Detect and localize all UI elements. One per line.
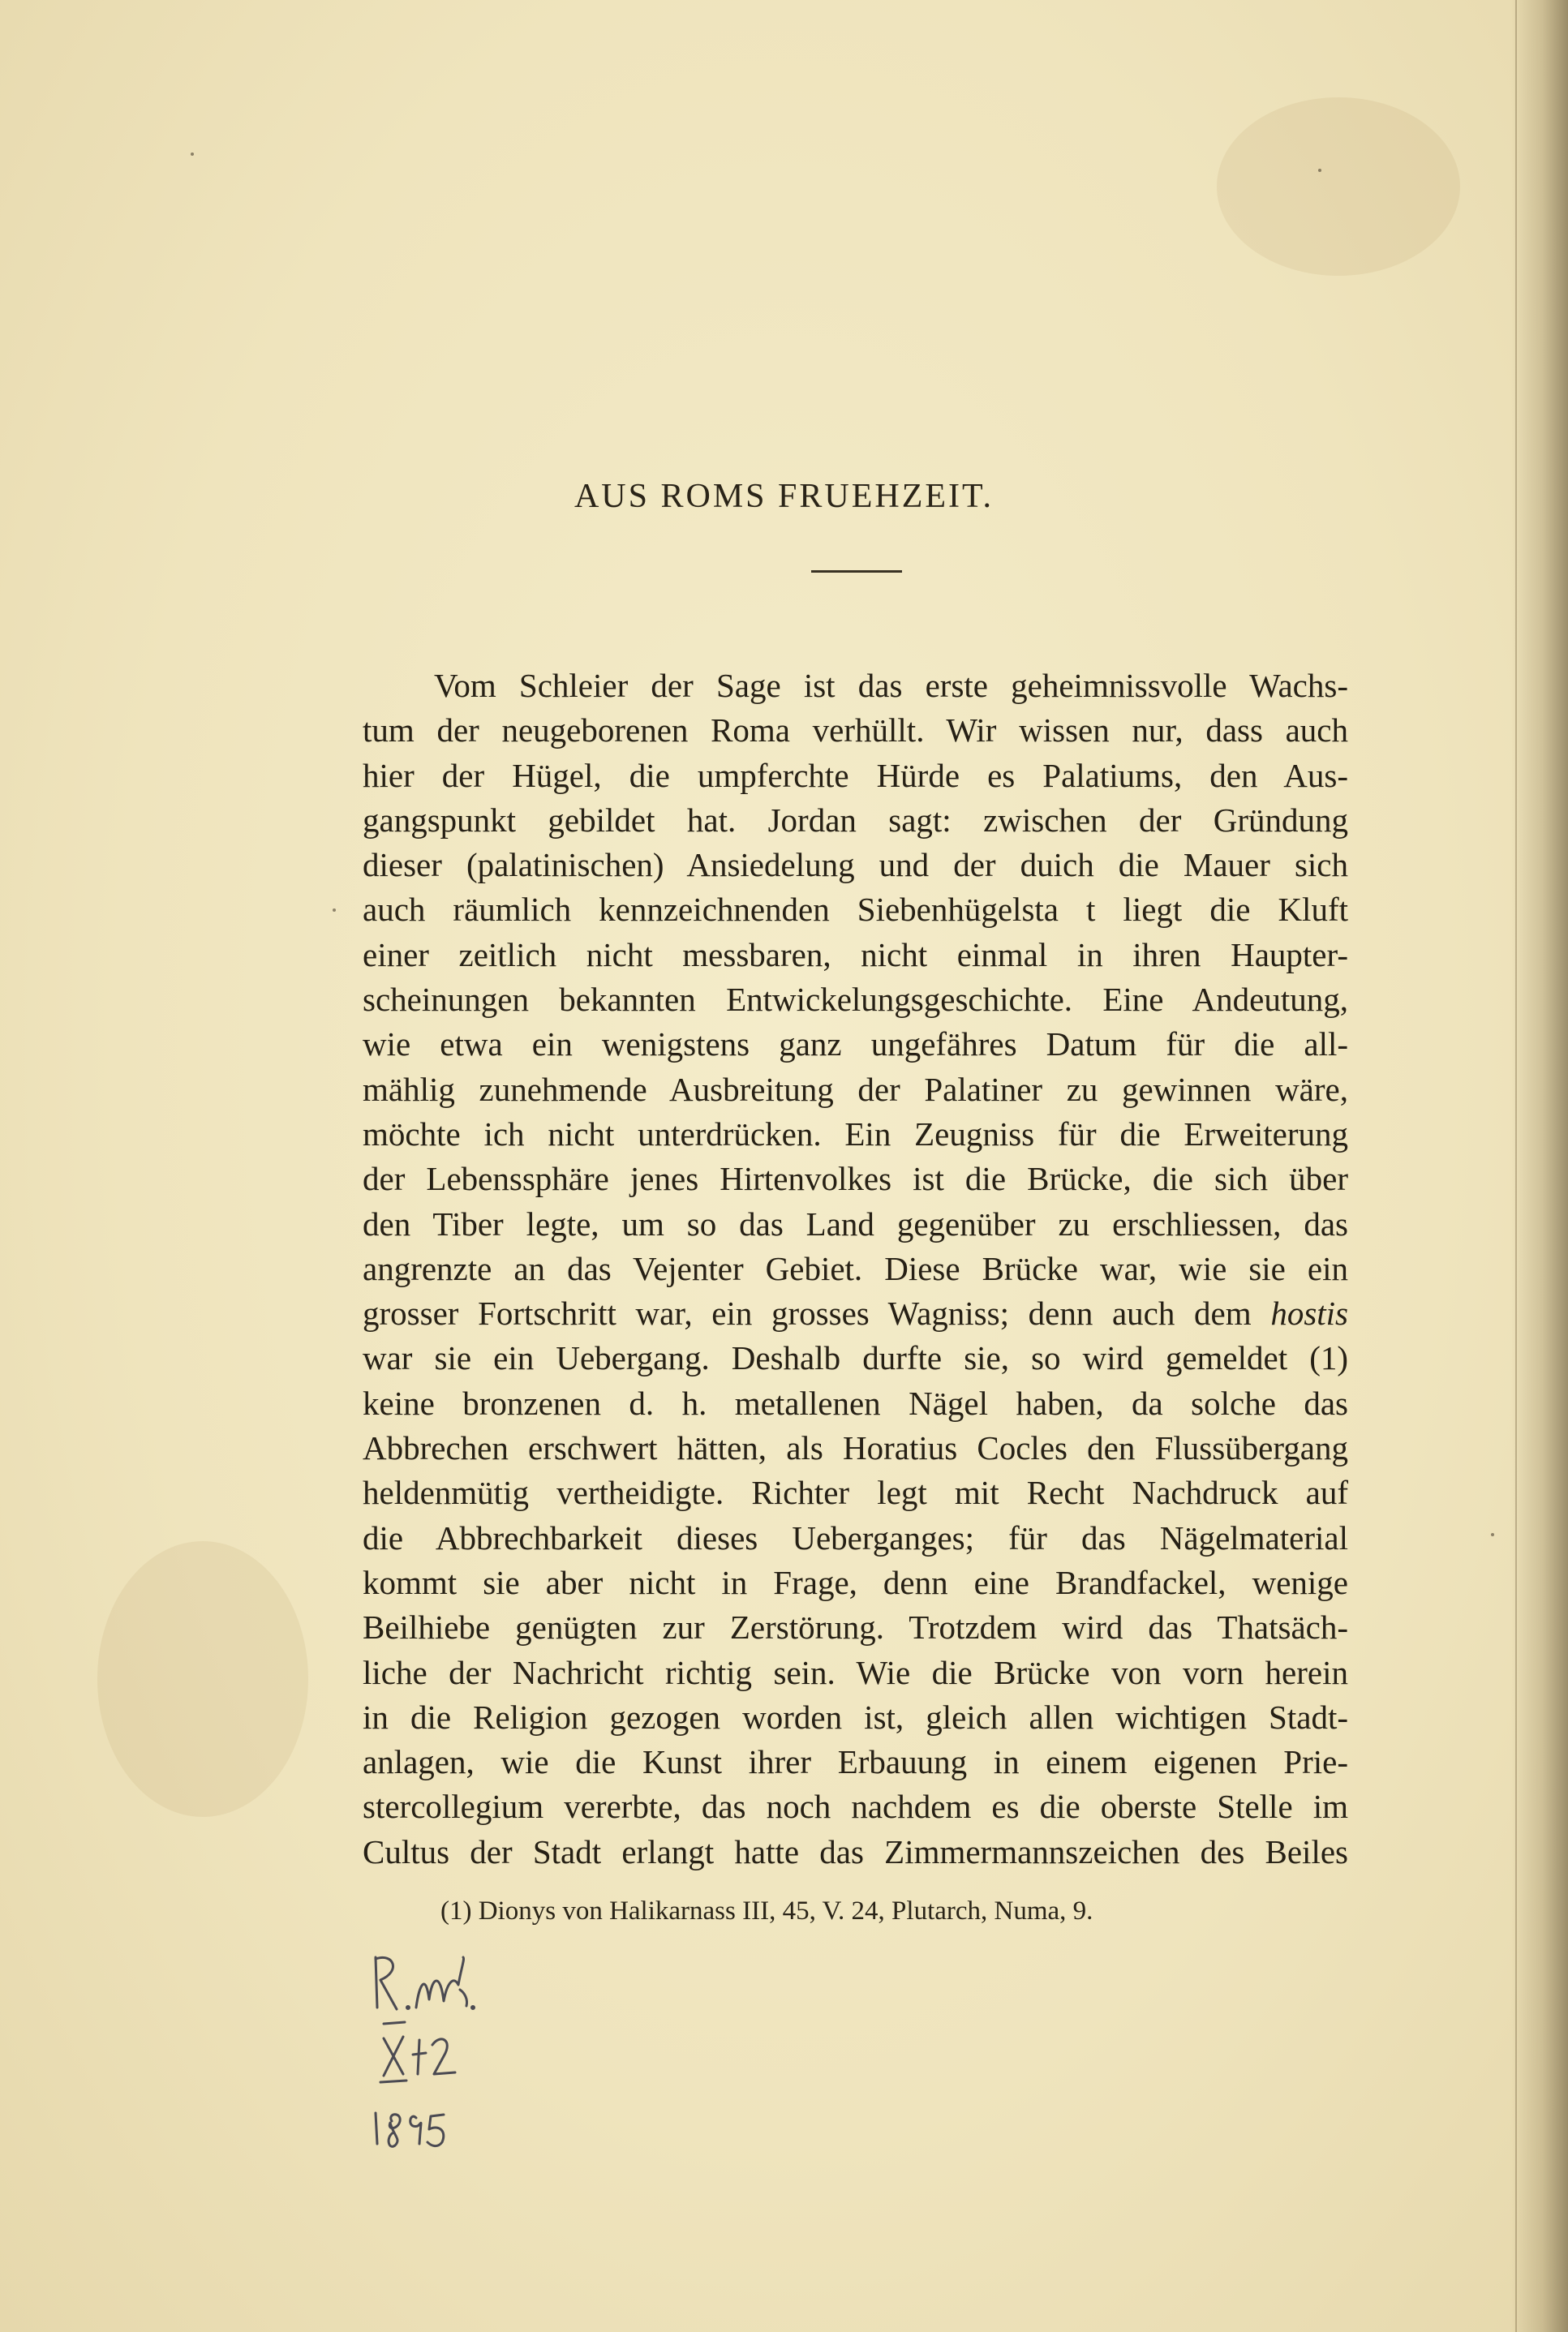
text-line-with-italic	[363, 1291, 1348, 1336]
ink-speck	[333, 908, 336, 912]
text-line-part: grosser Fortschritt war, ein grosses Wagniss; denn auch dem	[363, 1295, 1252, 1333]
text-line: Vom Schleier der Sage ist das erste geheimnissvolle Wachs-	[434, 667, 1348, 704]
text-line: der Lebenssphäre jenes Hirtenvolkes ist die Brücke, die sich über	[363, 1160, 1348, 1198]
text-line: scheinungen bekannten Entwickelungsgeschichte. Eine Andeutung,	[363, 981, 1348, 1019]
text-line: angrenzte an das Vejenter Gebiet. Diese Brücke war, wie sie ein	[363, 1249, 1348, 1287]
text-line: kommt sie aber nicht in Frage, denn eine Brandfackel, wenige	[363, 1563, 1348, 1601]
text-line: einer zeitlich nicht messbaren, nicht einmal in ihren Haupter-	[363, 935, 1348, 973]
ink-speck	[191, 152, 194, 156]
handwriting-drawing	[369, 1951, 531, 2170]
text-line: Cultus der Stadt erlangt hatte das Zimmermannszeichen des Beiles	[363, 1832, 1348, 1870]
text-line: in die Religion gezogen worden ist, gleich allen wichtigen Stadt-	[363, 1698, 1348, 1736]
text-line: tum der neugeborenen Roma verhüllt. Wir wissen nur, dass auch	[363, 711, 1348, 749]
italic-word: hostis	[1270, 1295, 1349, 1333]
text-line: hier der Hügel, die umpferchte Hürde es Palatiums, den Aus-	[363, 756, 1348, 794]
text-line-with-footnote-ref	[363, 1336, 1348, 1381]
page-title: AUS ROMS FRUEHZEIT.	[574, 478, 994, 515]
body-text	[363, 664, 1348, 1875]
text-line: gangspunkt gebildet hat. Jordan sagt: zwischen der Gründung	[363, 801, 1348, 839]
paper-stain	[1217, 97, 1460, 276]
ink-speck	[1491, 1533, 1494, 1536]
text-line: keine bronzenen d. h. metallenen Nägel haben, da solche das	[363, 1384, 1348, 1422]
handwritten-shelfmark	[369, 1951, 531, 2170]
text-line: Abbrechen erschwert hätten, als Horatius Cocles den Flussübergang	[363, 1429, 1348, 1467]
text-line: Beilhiebe genügten zur Zerstörung. Trotzdem wird das Thatsäch-	[363, 1608, 1348, 1647]
text-line: mählig zunehmende Ausbreitung der Palatiner zu gewinnen wäre,	[363, 1070, 1348, 1108]
footnote: (1) Dionys von Halikarnass III, 45, V. 24, Plutarch, Numa, 9.	[440, 1896, 1093, 1926]
text-line: wie etwa ein wenigstens ganz ungefähres Datum für die all-	[363, 1025, 1348, 1063]
paper-stain	[97, 1541, 308, 1817]
text-line-part: war sie ein Uebergang. Deshalb durfte sie, so wird gemeldet	[363, 1339, 1288, 1377]
text-line: heldenmütig vertheidigte. Richter legt mit Recht Nachdruck auf	[363, 1474, 1348, 1512]
text-line: auch räumlich kennzeichnenden Siebenhügelsta t liegt die Kluft	[363, 891, 1348, 929]
text-line: anlagen, wie die Kunst ihrer Erbauung in einem eigenen Prie-	[363, 1743, 1348, 1781]
text-line: den Tiber legte, um so das Land gegenüber zu erschliessen, das	[363, 1205, 1348, 1243]
text-line: stercollegium vererbte, das noch nachdem es die oberste Stelle im	[363, 1788, 1348, 1826]
page-edge-shadow	[1511, 0, 1568, 2332]
text-line: die Abbrechbarkeit dieses Ueberganges; für das Nägelmaterial	[363, 1518, 1348, 1557]
text-line: möchte ich nicht unterdrücken. Ein Zeugniss für die Erweiterung	[363, 1114, 1348, 1153]
title-rule	[811, 570, 902, 573]
footnote-reference: (1)	[1309, 1339, 1349, 1377]
text-line: dieser (palatinischen) Ansiedelung und der duich die Mauer sich	[363, 846, 1348, 884]
text-line: liche der Nachricht richtig sein. Wie die Brücke von vorn herein	[363, 1653, 1348, 1691]
ink-speck	[1318, 169, 1321, 172]
